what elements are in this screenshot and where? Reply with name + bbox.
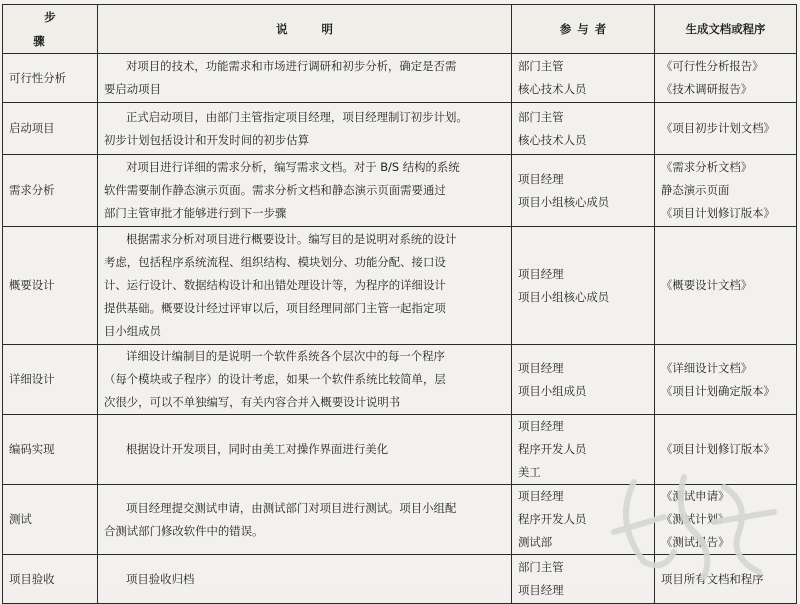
description-line xyxy=(104,156,505,179)
description-line xyxy=(104,368,505,391)
table-row xyxy=(3,555,797,604)
description-text: 考虑，包括程序系统流程、组织结构、模块划分、功能分配、接口设 xyxy=(104,255,446,269)
participant: 项目经理 xyxy=(518,489,564,503)
description-text: 项目验收归档 xyxy=(126,571,195,586)
description-cell xyxy=(98,345,512,415)
documents-cell xyxy=(655,103,797,155)
description-text: 提供基础。概要设计经过评审以后，项目经理同部门主管一起指定项 xyxy=(104,301,446,315)
documents-cell xyxy=(655,555,797,604)
participant: 项目经理 xyxy=(518,171,564,186)
participants-cell xyxy=(512,227,655,345)
participant: 部门主管 xyxy=(518,560,564,574)
description-text: 合测试部门修改软件中的错误。 xyxy=(104,523,264,538)
document-item: 项目所有文档和程序 xyxy=(661,571,764,586)
process-table xyxy=(2,4,797,604)
document-item: 《测试计划》 xyxy=(661,512,730,526)
description-line xyxy=(104,106,505,129)
description-line xyxy=(104,568,505,591)
description-text: 根据需求分析对项目进行概要设计。编写目的是说明对系统的设计 xyxy=(126,232,457,246)
description-line xyxy=(104,228,505,251)
document-item: 《项目计划修订版本》 xyxy=(661,206,775,220)
participants-cell xyxy=(512,155,655,227)
participants-cell xyxy=(512,485,655,555)
document-item: 《技术调研报告》 xyxy=(661,82,753,96)
description-text: 正式启动项目，由部门主管指定项目经理，项目经理制订初步计划。 xyxy=(126,109,468,124)
description-text: 根据设计开发项目，同时由美工对操作界面进行美化 xyxy=(126,442,388,456)
document-item: 《测试申请》 xyxy=(661,489,730,503)
document-item: 《项目计划确定版本》 xyxy=(661,383,775,398)
header-participants: 参与者 xyxy=(512,5,655,54)
header-description: 说明 xyxy=(98,5,512,54)
description-line xyxy=(104,497,505,520)
description-line xyxy=(104,78,505,101)
document-item: 《详细设计文档》 xyxy=(661,360,753,375)
participant: 项目经理 xyxy=(518,360,564,375)
description-line xyxy=(104,202,505,225)
step-cell: 概要设计 xyxy=(3,227,98,345)
description-line xyxy=(104,251,505,274)
description-text: 次很少，可以不单独编写，有关内容合并入概要设计说明书 xyxy=(104,395,401,409)
description-text: 详细设计编制目的是说明一个软件系统各个层次中的每一个程序 xyxy=(126,349,445,363)
document-item: 《项目初步计划文档》 xyxy=(661,121,775,135)
step-cell: 启动项目 xyxy=(3,103,98,155)
description-cell xyxy=(98,54,512,103)
participants-cell xyxy=(512,555,655,604)
description-cell xyxy=(98,485,512,555)
description-text: 对项目进行详细的需求分析，编写需求文档。对于 B/S 结构的系统 xyxy=(126,160,460,174)
description-text: 项目经理提交测试申请，由测试部门对项目进行测试。项目小组配 xyxy=(126,500,457,515)
description-line xyxy=(104,179,505,202)
participants-cell xyxy=(512,415,655,485)
document-item: 《项目计划修订版本》 xyxy=(661,442,775,456)
participant: 核心技术人员 xyxy=(518,132,587,147)
participant: 项目小组成员 xyxy=(518,383,587,398)
document-item: 《概要设计文档》 xyxy=(661,278,753,292)
participant: 部门主管 xyxy=(518,109,564,124)
description-text: 目小组成员 xyxy=(104,324,161,338)
participant: 测试部 xyxy=(518,535,553,549)
description-text: 要启动项目 xyxy=(104,82,161,96)
description-cell xyxy=(98,555,512,604)
description-text: 对项目的技术，功能需求和市场进行调研和初步分析，确定是否需 xyxy=(126,59,457,73)
description-text: 初步计划包括设计和开发时间的初步估算 xyxy=(104,132,310,147)
table-row xyxy=(3,415,797,485)
documents-cell xyxy=(655,345,797,415)
description-text: 软件需要制作静态演示页面。需求分析文档和静态演示页面需要通过 xyxy=(104,183,446,197)
description-text: （每个模块或子程序）的设计考虑，如果一个软件系统比较简单，层 xyxy=(104,372,446,386)
table-row xyxy=(3,345,797,415)
document-item: 《可行性分析报告》 xyxy=(661,59,764,73)
description-line xyxy=(104,297,505,320)
step-cell: 详细设计 xyxy=(3,345,98,415)
description-line xyxy=(104,274,505,297)
header-documents: 生成文档或程序 xyxy=(655,5,797,54)
step-cell: 可行性分析 xyxy=(3,54,98,103)
description-line xyxy=(104,520,505,543)
header-step: 步骤 xyxy=(3,5,98,54)
participants-cell xyxy=(512,103,655,155)
participant: 项目经理 xyxy=(518,583,564,597)
description-line xyxy=(104,129,505,152)
document-item: 静态演示页面 xyxy=(661,183,730,197)
participant: 部门主管 xyxy=(518,59,564,73)
step-cell: 测试 xyxy=(3,485,98,555)
table-row xyxy=(3,54,797,103)
participant: 程序开发人员 xyxy=(518,512,587,526)
documents-cell xyxy=(655,54,797,103)
description-cell xyxy=(98,227,512,345)
participants-cell xyxy=(512,345,655,415)
participant: 项目经理 xyxy=(518,266,564,281)
description-cell xyxy=(98,103,512,155)
description-line xyxy=(104,438,505,461)
table-header-row xyxy=(3,5,797,54)
description-text: 计、运行设计、数据结构设计和出错处理设计等，为程序的详细设计 xyxy=(104,278,446,292)
participant: 项目小组核心成员 xyxy=(518,194,610,209)
document-item: 《需求分析文档》 xyxy=(661,160,753,174)
description-line xyxy=(104,391,505,414)
participant: 项目小组核心成员 xyxy=(518,289,610,304)
description-cell xyxy=(98,155,512,227)
step-cell: 项目验收 xyxy=(3,555,98,604)
description-text: 部门主管审批才能够进行到下一步骤 xyxy=(104,206,287,220)
table-row xyxy=(3,103,797,155)
table-row xyxy=(3,227,797,345)
document-item: 《测试报告》 xyxy=(661,535,730,549)
participant: 程序开发人员 xyxy=(518,442,587,456)
documents-cell xyxy=(655,485,797,555)
participant: 项目经理 xyxy=(518,419,564,433)
description-line xyxy=(104,55,505,78)
table-row xyxy=(3,155,797,227)
description-line xyxy=(104,320,505,343)
documents-cell xyxy=(655,227,797,345)
description-cell xyxy=(98,415,512,485)
step-cell: 需求分析 xyxy=(3,155,98,227)
documents-cell xyxy=(655,155,797,227)
description-line xyxy=(104,345,505,368)
table-row xyxy=(3,485,797,555)
participants-cell xyxy=(512,54,655,103)
participant: 美工 xyxy=(518,465,541,479)
documents-cell xyxy=(655,415,797,485)
step-cell: 编码实现 xyxy=(3,415,98,485)
participant: 核心技术人员 xyxy=(518,82,587,96)
